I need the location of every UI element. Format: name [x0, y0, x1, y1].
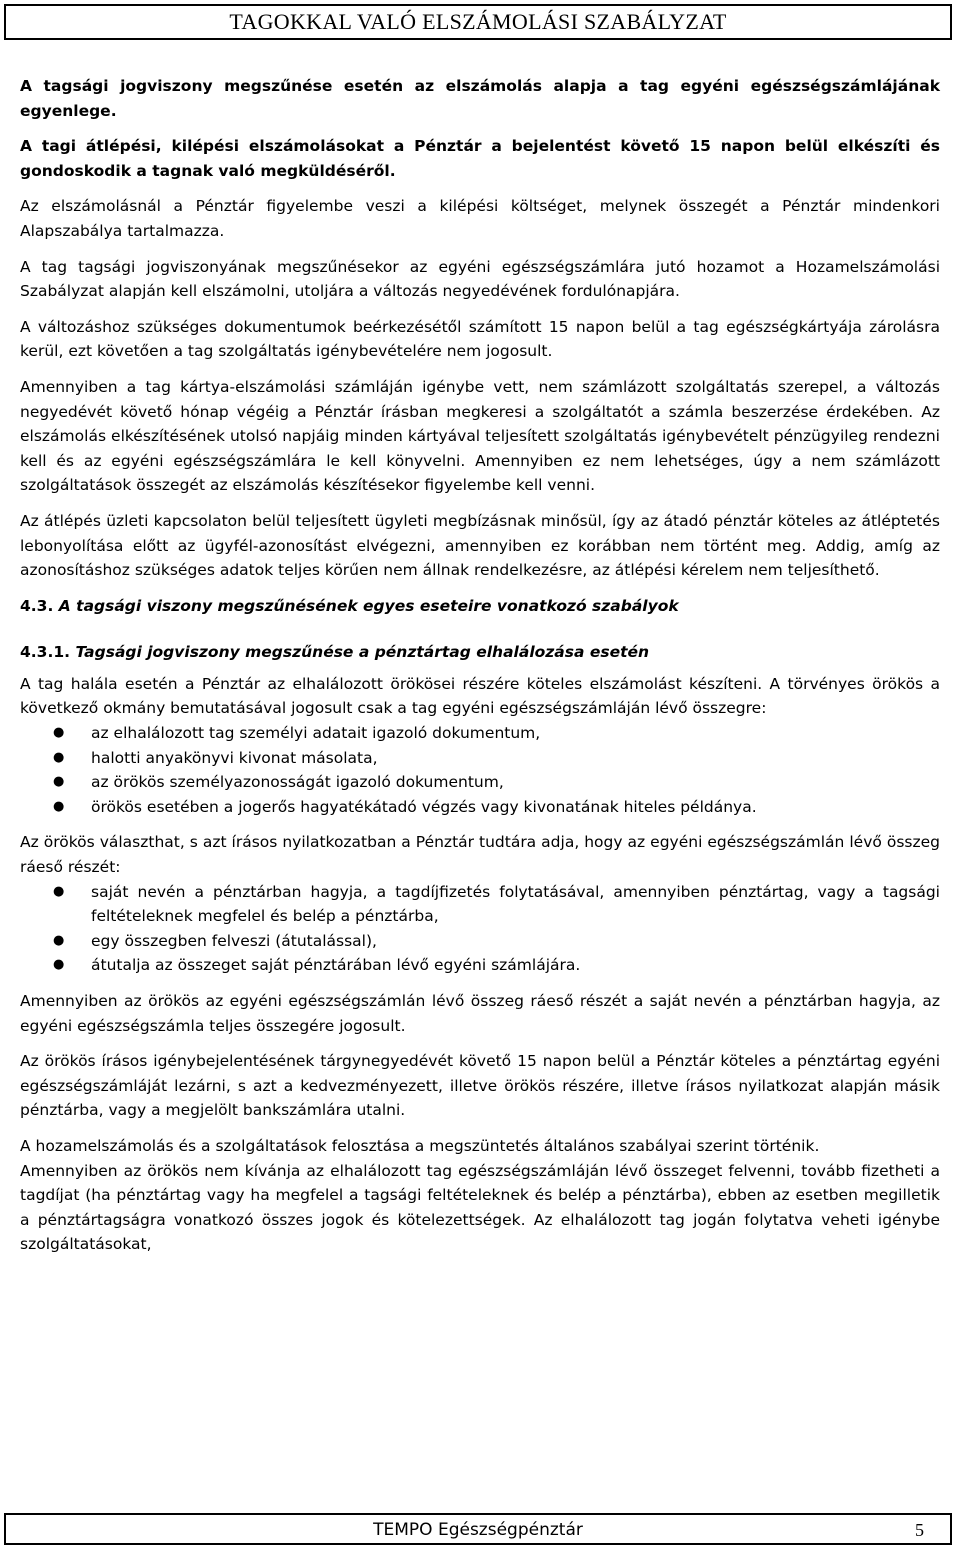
page-header — [4, 4, 952, 40]
heir-options-list — [20, 880, 940, 978]
subsection-number: 4.3.1. — [20, 643, 71, 662]
bullet-icon: ● — [53, 957, 65, 973]
document-body — [20, 74, 940, 1257]
paragraph-death-intro: A tag halála esetén a Pénztár az elhalálozott örökösei részére köteles elszámolást készíteni. A törvényes örökös a következő okmány bemutatásával jogosult csak a tag egyéni egészségszámláján lévő összegre: — [20, 674, 940, 718]
paragraph-continue-membership: Amennyiben az örökös nem kívánja az elhalálozott tag egészségszámláján lévő összeget felvenni, tovább fizetheti a tagdíjat (ha pénztártag vagy ha megfelel a tagsági feltételeknek és belép a pénztárba), ebben az esetben megilletik a pénztártagságra vonatkozó összes jogok és kötelezettségek. Az elhalálozott tag jogán folytatva veheti igénybe szolgáltatásokat, — [20, 1161, 940, 1254]
paragraph-transfer-deadline: A tagi átlépési, kilépési elszámolásokat a Pénztár a bejelentést követő 15 napon belül elkészíti és gondoskodik a tagnak való megküldéséről. — [20, 137, 940, 180]
list-item: ● egy összegben felveszi (átutalással), — [20, 929, 940, 954]
list-item: ● saját nevén a pénztárban hagyja, a tagdíjfizetés folytatásával, amennyiben pénztártag, vagy a tagsági feltételeknek megfelel és belép a pénztárba, — [20, 880, 940, 929]
paragraph-account-closure: Az örökös írásos igénybejelentésének tárgynegyedévét követő 15 napon belül a Pénztár köteles a pénztártag egyéni egészségszámláját lezárni, s azt a kedvezményezett, illetve örökös részére, illetve írásos nyilatkozat alapján másik pénztárba, vagy a megjelölt bankszámlára utalni. — [20, 1052, 940, 1120]
bullet-icon: ● — [53, 883, 65, 899]
footer-brand: TEMPO Egészségpénztár — [373, 1520, 583, 1540]
bullet-icon: ● — [53, 725, 65, 741]
bullet-icon: ● — [53, 798, 65, 814]
section-number: 4.3. — [20, 596, 54, 615]
bullet-icon: ● — [53, 932, 65, 948]
list-item: ● az elhalálozott tag személyi adatait igazoló dokumentum, — [20, 721, 940, 746]
paragraph-client-identification: Az átlépés üzleti kapcsolaton belül teljesített ügyleti megbízásnak minősül, így az átadó pénztár köteles az átléptetés lebonyolítása előtt az ügyfél-azonosítást elvégezni, amennyiben ez korábban nem történt meg. Addig, amíg az azonosításhoz szükséges adatok teljes körűen nem állnak rendelkezésre, az átlépési kérelem nem teljesíthető. — [20, 511, 940, 580]
paragraph-general-rules: A hozamelszámolás és a szolgáltatások felosztása a megszüntetés általános szabályai szerint történik. — [20, 1136, 820, 1155]
section-title: A tagsági viszony megszűnésének egyes eseteire vonatkozó szabályok — [58, 596, 679, 615]
subsection-title: Tagsági jogviszony megszűnése a pénztártag elhalálozása esetén — [75, 643, 650, 662]
paragraph-unbilled-services: Amennyiben a tag kártya-elszámolási számláján igénybe vett, nem számlázott szolgáltatás szerepel, a változás negyedévét követő hónap végéig a Pénztár írásban megkeresi a szolgáltatót a számla beszerzése érdekében. Az elszámolás elkészítésének utolsó napjáig minden kártyával teljesített szolgáltatás igénybevételt pénzügyileg rendezni kell és az egyéni egészségszámlára le kell könyvelni. Amennyiben ez nem lehetséges, úgy a nem számlázott szolgáltatások összegét az elszámolás készítésekor figyelembe kell venni. — [20, 377, 940, 495]
section-heading-4-3-1 — [20, 640, 940, 665]
paragraph-yield-settlement: A tag tagsági jogviszonyának megszűnésekor az egyéni egészségszámlára jutó hozamot a Hozamelszámolási Szabályzat alapján kell elszámolni, utoljára a változás negyedévének fordulónapjára. — [20, 257, 940, 301]
required-documents-list — [20, 721, 940, 819]
list-item: ● halotti anyakönyvi kivonat másolata, — [20, 746, 940, 771]
section-heading-4-3 — [20, 594, 940, 619]
bullet-icon: ● — [53, 749, 65, 765]
bullet-icon: ● — [53, 774, 65, 790]
list-item: ● az örökös személyazonosságát igazoló dokumentum, — [20, 770, 940, 795]
list-item: ● átutalja az összeget saját pénztárában lévő egyéni számlájára. — [20, 953, 940, 978]
paragraph-exit-cost: Az elszámolásnál a Pénztár figyelembe veszi a kilépési költséget, melynek összegét a Pénztár mindenkori Alapszabálya tartalmazza. — [20, 197, 940, 240]
page-footer — [4, 1513, 952, 1545]
list-item: ● örökös esetében a jogerős hagyatékátadó végzés vagy kivonatának hiteles példánya. — [20, 795, 940, 820]
paragraph-heir-keeps-balance: Amennyiben az örökös az egyéni egészségszámlán lévő összeg ráeső részét a saját nevén a pénztárban hagyja, az egyéni egészségszámla teljes összegére jogosult. — [20, 992, 940, 1035]
page-number: 5 — [915, 1520, 924, 1540]
paragraph-settlement-basis: A tagsági jogviszony megszűnése esetén az elszámolás alapja a tag egyéni egészségszámlájának egyenlege. — [20, 77, 940, 120]
paragraph-card-block: A változáshoz szükséges dokumentumok beérkezésétől számított 15 napon belül a tag egészségkártyája zárolásra kerül, ezt követően a tag szolgáltatás igénybevételére nem jogosult. — [20, 317, 940, 361]
document-title: TAGOKKAL VALÓ ELSZÁMOLÁSI SZABÁLYZAT — [229, 9, 727, 34]
paragraph-heir-choice: Az örökös választhat, s azt írásos nyilatkozatban a Pénztár tudtára adja, hogy az egyéni egészségszámlán lévő összeg ráeső részét: — [20, 833, 940, 877]
